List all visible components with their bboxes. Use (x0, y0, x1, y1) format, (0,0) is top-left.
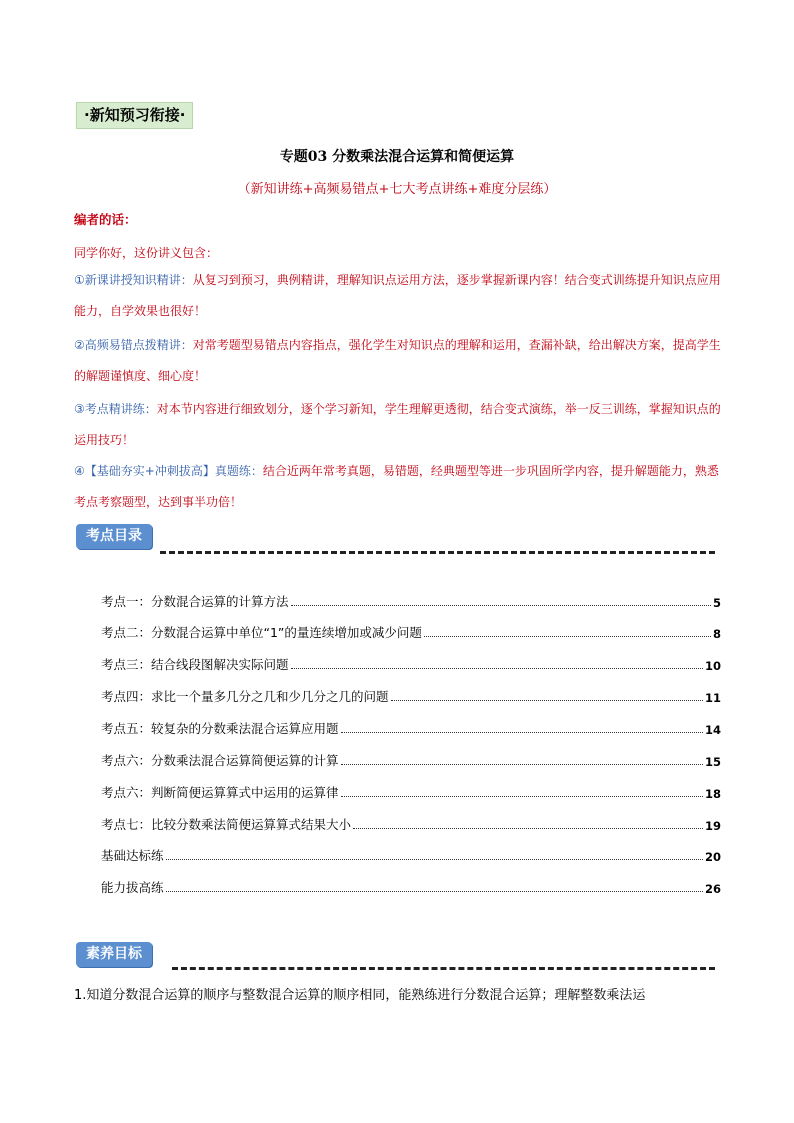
toc-item-page: 26 (704, 882, 721, 896)
toc-item[interactable] (101, 590, 721, 610)
greeting-text: 同学你好，这份讲义包含： (74, 246, 219, 260)
intro-lead-1: ①新课讲授知识精讲： (74, 273, 193, 287)
goal-section-tab: 素养目标 (76, 942, 152, 967)
toc-item[interactable] (101, 813, 721, 833)
toc-item[interactable] (101, 653, 721, 673)
toc-leader (291, 605, 711, 606)
editor-label: 编者的话： (74, 212, 137, 227)
intro-lead-2: ②高频易错点拨精讲： (74, 338, 193, 352)
toc-item-label: 考点一：分数混合运算的计算方法 (101, 594, 289, 609)
toc-item-page: 20 (704, 850, 721, 864)
toc-divider (160, 551, 715, 554)
toc-leader (166, 859, 703, 860)
toc-item-page: 18 (704, 787, 721, 801)
toc-item[interactable] (101, 717, 721, 737)
goal-divider (172, 967, 715, 970)
toc-leader (341, 732, 703, 733)
toc-item-label: 考点二：分数混合运算中单位“1”的量连续增加或减少问题 (101, 625, 422, 640)
toc-item-page: 8 (712, 627, 721, 641)
toc-item[interactable] (101, 844, 721, 864)
toc-item-page: 19 (704, 819, 721, 833)
toc-item-label: 考点六：判断简便运算算式中运用的运算律 (101, 785, 339, 800)
page-subtitle: （新知讲练+高频易错点+七大考点讲练+难度分层练） (237, 182, 557, 197)
toc-leader (291, 668, 703, 669)
intro-body-2: 对常考题型易错点内容指点，强化学生对知识点的理解和运用，查漏补缺，给出解决方案，提高学生的解题谨慎度、细心度！ (74, 338, 721, 383)
toc-item-page: 10 (704, 659, 721, 673)
toc-item-label: 能力拔高练 (101, 880, 164, 895)
toc-leader (424, 636, 711, 637)
toc-item-label: 考点三：结合线段图解决实际问题 (101, 657, 289, 672)
toc-item-label: 考点五：较复杂的分数乘法混合运算应用题 (101, 721, 339, 736)
intro-paragraph-1 (74, 265, 726, 327)
toc-leader (391, 700, 703, 701)
toc-item-label: 考点六：分数乘法混合运算简便运算的计算 (101, 753, 339, 768)
toc-item[interactable] (101, 621, 721, 641)
toc-item-page: 15 (704, 755, 721, 769)
toc-leader (166, 891, 703, 892)
toc-item[interactable] (101, 876, 721, 896)
intro-lead-4: ④【基础夯实+冲刺拔高】真题练： (74, 464, 263, 478)
toc-leader (341, 764, 703, 765)
section-badge-preview: ·新知预习衔接· (76, 102, 193, 129)
intro-body-3: 对本节内容进行细致划分，逐个学习新知，学生理解更透彻，结合变式演练，举一反三训练，掌握知识点的运用技巧！ (74, 402, 721, 447)
toc-item-page: 5 (712, 596, 721, 610)
intro-body-1: 从复习到预习，典例精讲，理解知识点运用方法，逐步掌握新课内容！结合变式训练提升知识点应用能力，自学效果也很好！ (74, 273, 721, 318)
toc-item-page: 14 (704, 723, 721, 737)
toc-leader (341, 796, 703, 797)
toc-item[interactable] (101, 685, 721, 705)
toc-item-page: 11 (704, 691, 721, 705)
intro-lead-3: ③考点精讲练： (74, 402, 157, 416)
intro-paragraph-2 (74, 330, 726, 392)
toc-item[interactable] (101, 781, 721, 801)
toc-leader (353, 828, 703, 829)
intro-paragraph-4 (74, 456, 726, 518)
toc-item[interactable] (101, 749, 721, 769)
toc-item-label: 基础达标练 (101, 848, 164, 863)
page-title: 专题03 分数乘法混合运算和简便运算 (279, 149, 515, 165)
toc-item-label: 考点七：比较分数乘法简便运算算式结果大小 (101, 817, 352, 832)
goal-line-1: 1.知道分数混合运算的顺序与整数混合运算的顺序相同，能熟练进行分数混合运算；理解整数乘法运 (74, 988, 646, 1003)
toc-section-tab: 考点目录 (76, 524, 152, 549)
toc-item-label: 考点四：求比一个量多几分之几和少几分之几的问题 (101, 689, 389, 704)
intro-paragraph-3 (74, 394, 726, 456)
intro-body-4: 结合近两年常考真题，易错题，经典题型等进一步巩固所学内容，提升解题能力，熟悉考点考察题型，达到事半功倍！ (74, 464, 719, 509)
